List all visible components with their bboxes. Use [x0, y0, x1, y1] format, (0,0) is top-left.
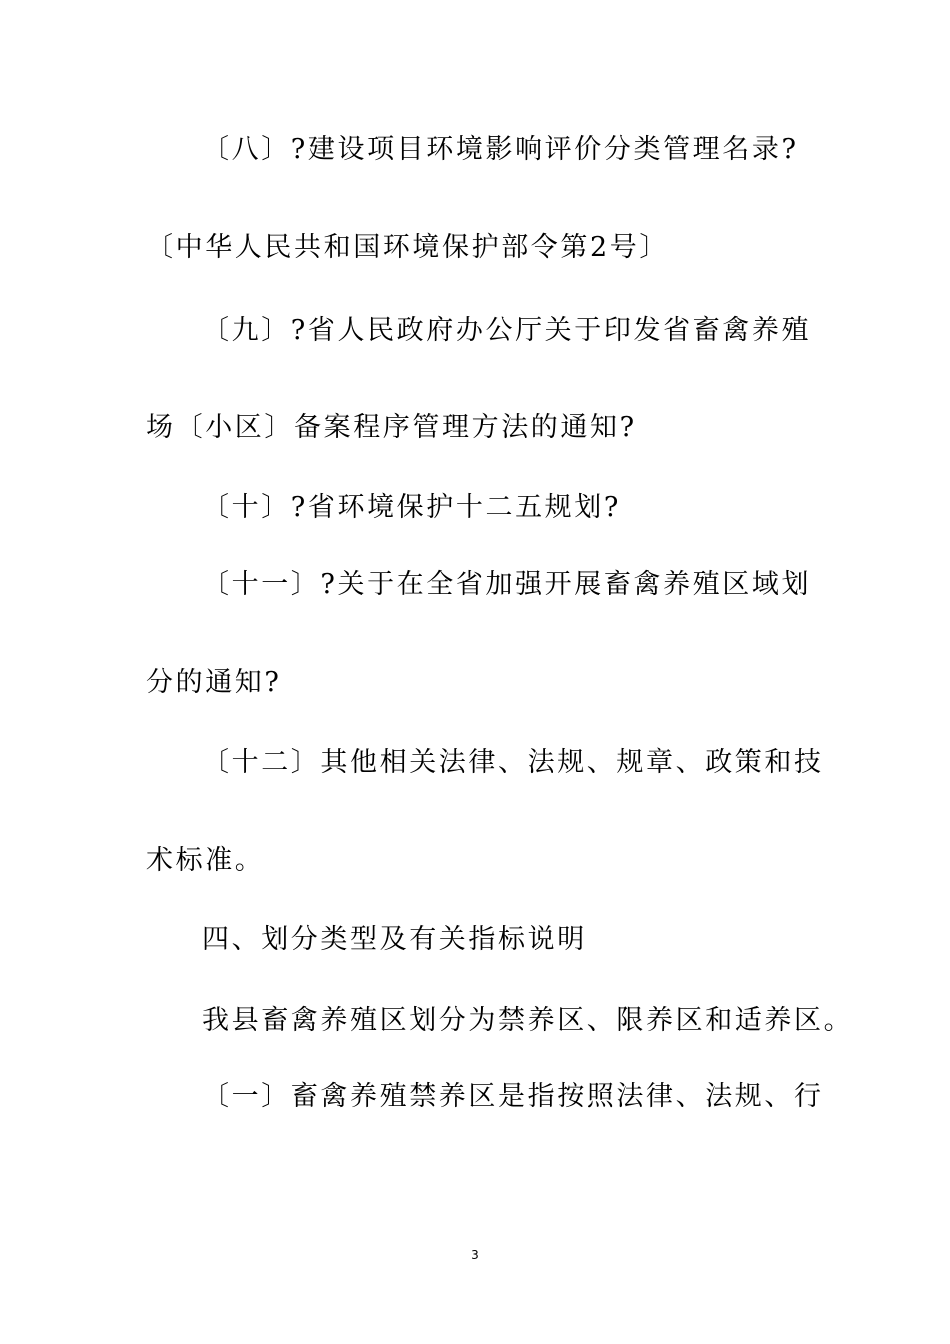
- text-line-zones-intro: 我县畜禽养殖区划分为禁养区、限养区和适养区。: [202, 1005, 854, 1036]
- text-line-item-12-cont: 术标准。: [146, 845, 265, 876]
- text-line-item-12: 〔十二〕其他相关法律、法规、规章、政策和技: [202, 747, 824, 778]
- text-line-item-10: 〔十〕?省环境保护十二五规划?: [202, 492, 621, 523]
- text-line-item-8: 〔八〕?建设项目环境影响评价分类管理名录?: [202, 134, 799, 165]
- text-line-item-8-cont: 〔中华人民共和国环境保护部令第2号〕: [146, 232, 669, 263]
- page-number: 3: [471, 1248, 479, 1262]
- text-line-item-9-cont: 场〔小区〕备案程序管理方法的通知?: [146, 412, 637, 443]
- section-heading-4: 四、划分类型及有关指标说明: [202, 924, 587, 955]
- text-line-item-11: 〔十一〕?关于在全省加强开展畜禽养殖区域划: [202, 569, 812, 600]
- text-line-item-11-cont: 分的通知?: [146, 667, 282, 698]
- text-line-item-9: 〔九〕?省人民政府办公厅关于印发省畜禽养殖: [202, 315, 812, 346]
- text-line-subitem-1: 〔一〕畜禽养殖禁养区是指按照法律、法规、行: [202, 1081, 824, 1112]
